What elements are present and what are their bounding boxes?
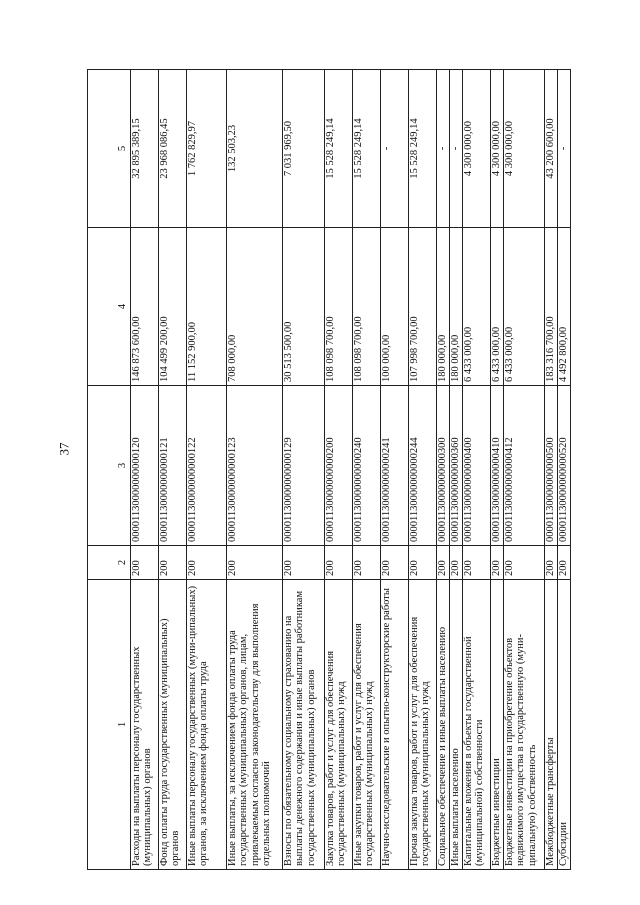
row-code-cell [558, 546, 571, 580]
row-kbk-cell [353, 386, 381, 546]
row-plan-text: 100 000,00 [381, 334, 392, 382]
row-name-cell [325, 580, 353, 870]
row-plan-text: 708 000,00 [227, 334, 238, 382]
row-name-text: Иные выплаты населению [450, 748, 461, 866]
table-row [325, 70, 353, 870]
row-plan-text: 30 513 500,00 [283, 321, 294, 382]
table-row [381, 70, 409, 870]
row-name-text: Субсидии [558, 821, 569, 866]
budget-table [87, 69, 571, 870]
row-fact-text: 4 300 000,00 [463, 120, 474, 177]
table-row [558, 70, 571, 870]
row-name-cell [450, 580, 463, 870]
row-name-text: Иные закупки товаров, работ и услуг для обеспечения государственных (муниципальных) нужд [353, 623, 376, 866]
row-plan-text: 6 433 000,00 [463, 326, 474, 382]
row-code-cell [381, 546, 409, 580]
table-row [463, 70, 491, 870]
row-code-text: 200 [491, 560, 502, 576]
row-name-text: Взносы по обязательному социальному страхованию на выплаты денежного содержания и иные выплаты работникам государственных (муниципальных) органов [283, 590, 317, 866]
row-plan-cell [187, 228, 227, 386]
row-code-cell [463, 546, 491, 580]
row-fact-text: 1 762 829,97 [187, 120, 198, 177]
row-code-text: 200 [325, 560, 336, 576]
row-kbk-text: 00001130000000000520 [558, 437, 569, 542]
row-fact-text: 15 528 249,14 [409, 118, 420, 179]
row-code-cell [283, 546, 325, 580]
row-code-text: 200 [131, 560, 142, 576]
table-row [437, 70, 450, 870]
row-name-text: Бюджетные инвестиции [491, 758, 502, 866]
row-name-cell [545, 580, 558, 870]
row-plan-text: 6 433 000,00 [491, 326, 502, 382]
row-name-cell [558, 580, 571, 870]
row-name-cell [504, 580, 545, 870]
row-code-text: 200 [450, 560, 461, 576]
row-plan-text: 11 152 900,00 [187, 322, 198, 382]
row-kbk-text: 00001130000000000123 [227, 437, 238, 542]
row-kbk-text: 00001130000000000500 [545, 437, 556, 542]
row-code-text: 200 [353, 560, 364, 576]
row-fact-text: - [558, 146, 569, 151]
table-row [545, 70, 558, 870]
row-plan-cell [227, 228, 283, 386]
row-plan-text: 108 098 700,00 [353, 316, 364, 382]
row-kbk-cell [159, 386, 187, 546]
row-name-text: Фонд оплаты труда государственных (муниципальных) органов [159, 618, 182, 866]
row-fact-text: 15 528 249,14 [353, 118, 364, 179]
row-name-cell [409, 580, 437, 870]
table-row [283, 70, 325, 870]
row-code-text: 200 [381, 560, 392, 576]
row-code-cell [131, 546, 159, 580]
row-fact-cell [545, 70, 558, 228]
column-header: 4 [88, 228, 131, 386]
table-row [227, 70, 283, 870]
row-plan-cell [283, 228, 325, 386]
row-code-cell [353, 546, 381, 580]
column-header: 3 [88, 386, 131, 546]
row-plan-cell [381, 228, 409, 386]
row-name-cell [187, 580, 227, 870]
row-name-text: Закупка товаров, работ и услуг для обеспечения государственных (муниципальных) нужд [325, 650, 348, 866]
table-row [131, 70, 159, 870]
row-name-text: Бюджетные инвестиции на приобретение объектов недвижимого имущества в государственную (муни-ципальную) собственность [504, 633, 538, 866]
row-name-text: Расходы на выплаты персоналу государственных (муниципальных) органов [131, 646, 154, 866]
row-fact-text: 7 031 969,50 [283, 120, 294, 177]
row-plan-cell [504, 228, 545, 386]
row-plan-cell [491, 228, 504, 386]
row-code-text: 200 [463, 560, 474, 576]
row-fact-cell [227, 70, 283, 228]
row-plan-text: 180 000,00 [437, 334, 448, 382]
row-name-cell [381, 580, 409, 870]
row-code-text: 200 [283, 560, 294, 576]
table-row [187, 70, 227, 870]
row-fact-cell [187, 70, 227, 228]
row-kbk-cell [450, 386, 463, 546]
row-kbk-cell [463, 386, 491, 546]
row-kbk-text: 00001130000000000360 [450, 437, 461, 542]
row-kbk-text: 00001130000000000241 [381, 437, 392, 542]
row-kbk-text: 00001130000000000200 [325, 437, 336, 542]
row-code-text: 200 [558, 560, 569, 576]
row-fact-cell [283, 70, 325, 228]
row-name-text: Иные выплаты, за исключением фонда оплаты труда государственных (муниципальных) органов, лицам, привлекаемым согласно законодательству для выполнения отдельных полномочий [227, 603, 272, 866]
row-kbk-cell [381, 386, 409, 546]
row-plan-cell [325, 228, 353, 386]
row-name-cell [491, 580, 504, 870]
row-plan-cell [437, 228, 450, 386]
row-fact-text: - [381, 146, 392, 151]
row-plan-cell [450, 228, 463, 386]
row-code-text: 200 [437, 560, 448, 576]
row-kbk-text: 00001130000000000412 [504, 437, 515, 542]
row-fact-cell [353, 70, 381, 228]
row-plan-cell [463, 228, 491, 386]
row-fact-text: - [450, 146, 461, 151]
row-kbk-cell [187, 386, 227, 546]
row-kbk-text: 00001130000000000300 [437, 437, 448, 542]
row-code-text: 200 [545, 560, 556, 576]
row-kbk-cell [437, 386, 450, 546]
table-row [353, 70, 381, 870]
row-fact-cell [381, 70, 409, 228]
row-kbk-cell [545, 386, 558, 546]
rotated-table-container [87, 70, 569, 870]
row-kbk-cell [131, 386, 159, 546]
table-row [450, 70, 463, 870]
row-name-cell [283, 580, 325, 870]
row-fact-text: 23 968 086,45 [159, 118, 170, 179]
row-code-text: 200 [227, 560, 238, 576]
row-code-text: 200 [409, 560, 420, 576]
row-kbk-text: 00001130000000000122 [187, 437, 198, 542]
row-kbk-cell [283, 386, 325, 546]
table-row [159, 70, 187, 870]
row-name-cell [353, 580, 381, 870]
row-kbk-cell [504, 386, 545, 546]
row-code-cell [450, 546, 463, 580]
row-name-text: Социальное обеспечение и иные выплаты населению [437, 626, 448, 866]
row-plan-cell [409, 228, 437, 386]
row-plan-text: 4 492 800,00 [558, 326, 569, 382]
row-code-cell [545, 546, 558, 580]
row-code-cell [325, 546, 353, 580]
table-row [491, 70, 504, 870]
column-header: 5 [88, 70, 131, 228]
row-name-cell [131, 580, 159, 870]
page-number: 37 [56, 442, 72, 456]
row-code-cell [409, 546, 437, 580]
row-name-text: Межбюджетные трансферты [545, 737, 556, 866]
row-plan-cell [353, 228, 381, 386]
row-kbk-cell [409, 386, 437, 546]
column-header: 1 [88, 580, 131, 870]
row-fact-cell [558, 70, 571, 228]
row-kbk-text: 00001130000000000400 [463, 437, 474, 542]
row-plan-text: 104 499 200,00 [159, 316, 170, 382]
row-fact-cell [491, 70, 504, 228]
row-kbk-cell [558, 386, 571, 546]
row-kbk-text: 00001130000000000129 [283, 437, 294, 542]
row-plan-text: 6 433 000,00 [504, 326, 515, 382]
table-row [504, 70, 545, 870]
row-plan-text: 183 316 700,00 [545, 316, 556, 382]
row-code-text: 200 [187, 560, 198, 576]
row-name-text: Научно-исследовательские и опытно-конструкторские работы [381, 588, 392, 866]
row-code-cell [504, 546, 545, 580]
row-plan-text: 146 873 600,00 [131, 316, 142, 382]
row-fact-cell [159, 70, 187, 228]
row-kbk-text: 00001130000000000120 [131, 437, 142, 542]
row-fact-cell [450, 70, 463, 228]
row-plan-cell [558, 228, 571, 386]
row-plan-cell [159, 228, 187, 386]
row-fact-text: 4 300 000,00 [504, 120, 515, 177]
row-kbk-text: 00001130000000000410 [491, 437, 502, 542]
header-row [88, 70, 131, 870]
row-code-cell [187, 546, 227, 580]
row-name-cell [159, 580, 187, 870]
row-kbk-cell [325, 386, 353, 546]
row-code-cell [159, 546, 187, 580]
row-plan-cell [131, 228, 159, 386]
row-kbk-text: 00001130000000000240 [353, 437, 364, 542]
row-kbk-cell [227, 386, 283, 546]
row-name-cell [437, 580, 450, 870]
row-code-cell [227, 546, 283, 580]
row-name-cell [227, 580, 283, 870]
row-fact-cell [325, 70, 353, 228]
row-name-text: Капитальные вложения в объекты государственной (муниципальной) собственности [463, 636, 486, 866]
row-fact-text: 15 528 249,14 [325, 118, 336, 179]
row-fact-cell [504, 70, 545, 228]
row-fact-cell [463, 70, 491, 228]
row-fact-cell [131, 70, 159, 228]
row-fact-text: 4 300 000,00 [491, 120, 502, 177]
table-row [409, 70, 437, 870]
row-plan-text: 180 000,00 [450, 334, 461, 382]
row-name-text: Прочая закупка товаров, работ и услуг для обеспечения государственных (муниципальных) нужд [409, 616, 432, 866]
row-fact-text: 132 503,23 [227, 124, 238, 173]
row-fact-text: - [437, 146, 448, 151]
row-fact-text: 32 895 389,15 [131, 118, 142, 179]
row-code-cell [491, 546, 504, 580]
row-plan-text: 107 998 700,00 [409, 316, 420, 382]
row-fact-text: 43 200 600,00 [545, 118, 556, 179]
row-name-text: Иные выплаты персоналу государственных (муни-ципальных) органов, за исключением фонда оплаты труда [187, 585, 210, 866]
row-kbk-cell [491, 386, 504, 546]
row-kbk-text: 00001130000000000121 [159, 437, 170, 542]
row-code-text: 200 [159, 560, 170, 576]
row-code-cell [437, 546, 450, 580]
row-name-cell [463, 580, 491, 870]
row-plan-cell [545, 228, 558, 386]
row-fact-cell [409, 70, 437, 228]
row-kbk-text: 00001130000000000244 [409, 437, 420, 542]
column-header: 2 [88, 546, 131, 580]
row-fact-cell [437, 70, 450, 228]
row-plan-text: 108 098 700,00 [325, 316, 336, 382]
row-code-text: 200 [504, 560, 515, 576]
